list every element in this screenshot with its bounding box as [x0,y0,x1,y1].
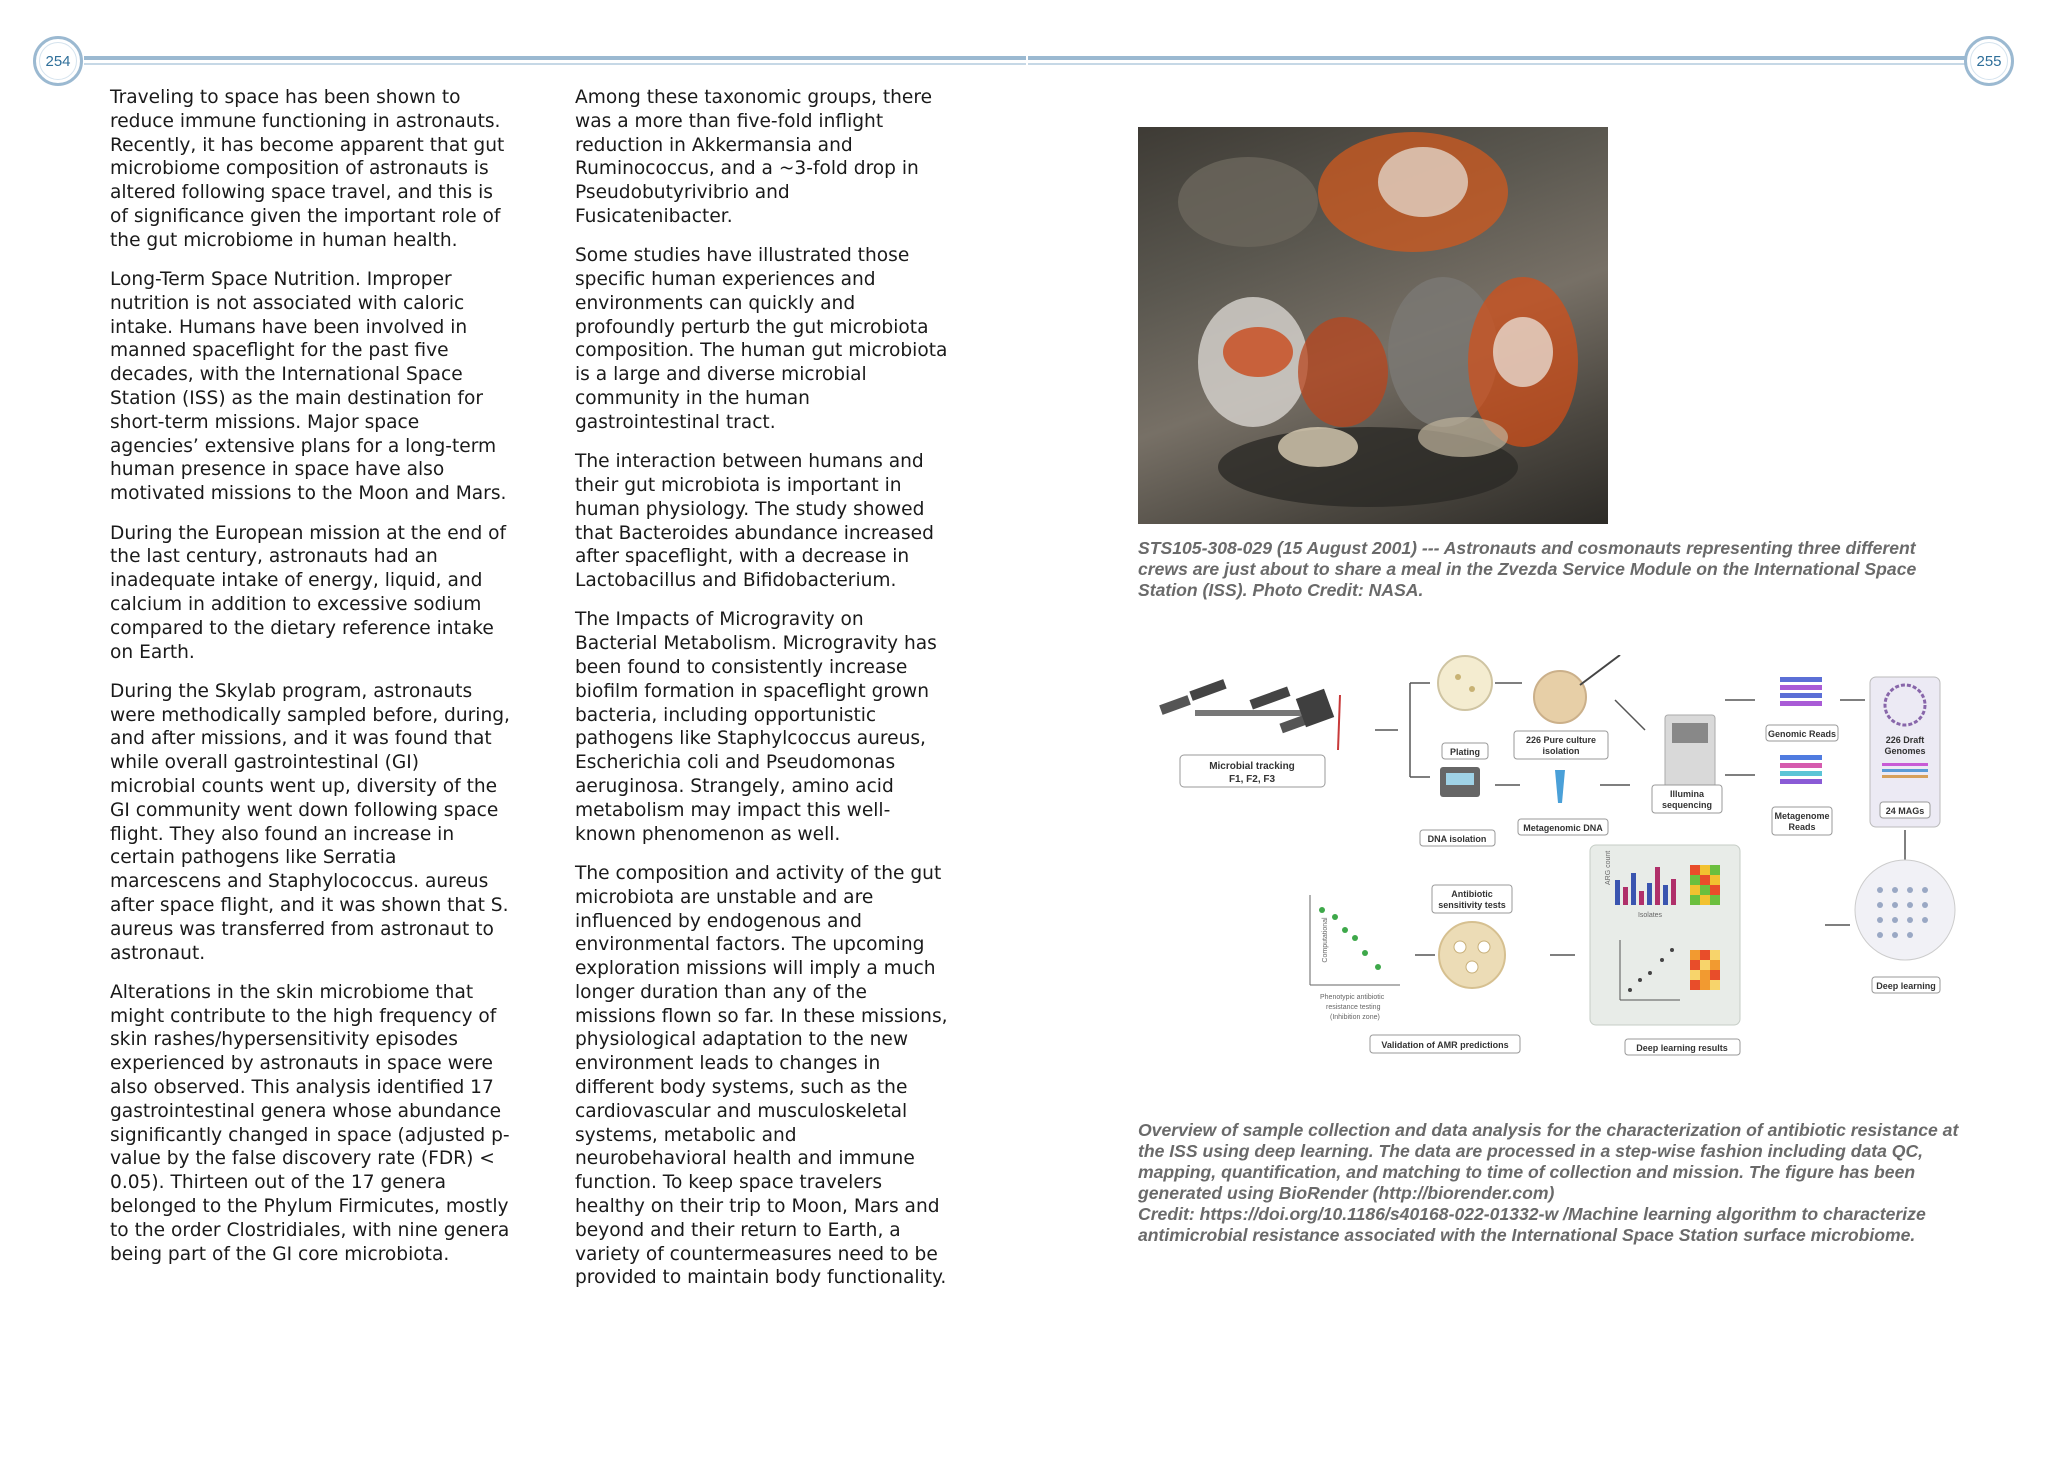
page-number-left: 254 [33,36,83,86]
paragraph: The composition and activity of the gut microbiota are unstable and are influenced by endogenous and environmental factors. The upcoming exploration missions will imply a much longer duration than any of the missions flown so far. In these missions, physiological adaptation to the new environment leads to changes in different body systems, such as the cardiovascular and musculoskeletal systems, metabolic and neurobehavioral health and immune function. To keep space travelers healthy on their trip to Moon, Mars and beyond and their return to Earth, a variety of countermeasures need to be provided to maintain body functionality. [575,862,948,1289]
heatmap-top [1690,865,1720,905]
paragraph: The Impacts of Microgravity on Bacterial Metabolism. Microgravity has been found to consistently increase biofilm formation in spaceflight grown bacteria, including opportunistic pathogens like Staphylcoccus aureus, Escherichia coli and Pseudomonas aeruginosa. Strangely, amino acid metabolism may impact this well-known phenomenon as well. [575,609,937,845]
label-flights: F1, F2, F3 [1228,774,1276,785]
label-antibiotic: Antibiotic [1451,889,1493,899]
label-genomes: Genomes [1884,746,1926,756]
label-genomic-reads: Genomic Reads [1767,729,1837,739]
metagenome-reads-icon [1780,755,1822,784]
label-reads: Reads [1788,822,1816,832]
page-number-right: 255 [1964,36,2014,86]
diagram-caption-credit: Credit: https://doi.org/10.1186/s40168-022-01332-w /Machine learning algorithm to characterize antimicrobial resistance associated with the International Space Station surface microbiome. [1138,1204,1926,1245]
astronauts-meal-photo [1138,127,1608,524]
label-metagenome: Metagenome [1774,811,1830,821]
label-arg-count: ARG count [1605,850,1612,885]
photo-caption-text: STS105-308-029 (15 August 2001) --- Astronauts and cosmonauts representing three different crews are just about to share a meal in the Zvezda Service Module on the International Space Station (ISS). Photo Credit: NASA. [1138,538,1917,600]
amr-workflow-diagram [1150,655,1960,1060]
paragraph: Traveling to space has been shown to reduce immune functioning in astronauts. Recently, it has become apparent that gut microbiome composition of astronauts is altered following space travel, and this is of significance given the important role of the gut microbiome in human health. [110,87,505,251]
paragraph: Some studies have illustrated those specific human experiences and environments can quickly and profoundly perturb the gut microbiota composition. The human gut microbiota is a large and diverse microbial community in the human gastrointestinal tract. [575,245,948,433]
paragraph: Long-Term Space Nutrition. Improper nutrition is not associated with caloric intake. Humans have been involved in manned spaceflight for the past five decades, with the International Space Station (ISS) as the main destination for short-term missions. Major space agencies’ extensive plans for a long-term human presence in space have also motivated missions to the Moon and Mars. [110,269,507,505]
label-isolates: Isolates [1637,912,1663,919]
label-dna-isolation: DNA isolation [1427,834,1487,844]
header-rule-left [84,56,1026,60]
header-rule-right [1028,56,1974,60]
header-rule-left-thin [84,63,1026,65]
label-metagenomic-dna: Metagenomic DNA [1523,823,1603,833]
paragraph: During the European mission at the end of the last century, astronauts had an inadequate intake of energy, liquid, and calcium in addition to excessive sodium compared to the dietary reference intake on Earth. [110,522,507,663]
label-deep-learning: Deep learning [1876,981,1936,991]
label-draft: 226 Draft [1885,735,1925,745]
paragraph: Among these taxonomic groups, there was a more than five-fold inflight reduction in Akkermansia and Ruminococcus, and a ~3-fold drop in Pseudobutyrivibrio and Fusicatenibacter. [575,87,933,227]
genomic-reads-icon [1780,677,1822,706]
diagram-caption [1138,1120,1968,1246]
label-resistance-testing: resistance testing [1326,1004,1381,1011]
label-sensitivity-tests: sensitivity tests [1438,900,1506,910]
label-sequencing: sequencing [1661,800,1713,810]
heatmap-bottom [1690,950,1720,990]
iss-icon [1159,679,1334,733]
label-computational: Computational [1322,917,1329,963]
label-phenotypic: Phenotypic antibiotic [1320,994,1385,1001]
label-plating: Plating [1449,747,1481,757]
label-pure-culture: 226 Pure culture [1525,735,1597,745]
label-isolation: isolation [1542,746,1580,756]
text-column-left [110,86,510,1282]
paragraph: The interaction between humans and their gut microbiota is important in human physiology. The study showed that Bacteroides abundance increased after spaceflight, with a decrease in Lactobacillus and Bifidobacterium. [575,451,934,592]
label-illumina: Illumina [1669,789,1705,799]
header-rule-right-thin [1028,63,1974,65]
label-inhibition-zone: (Inhibition zone) [1330,1014,1380,1021]
paragraph: Alterations in the skin microbiome that might contribute to the high frequency of skin rashes/hypersensitivity episodes experienced by astronauts in space were also observed. This analysis identified 17 gastrointestinal genera whose abundance significantly changed in space (adjusted p-value by the false discovery rate (FDR) < 0.05). Thirteen out of the 17 genera belonged to the Phylum Firmicutes, mostly to the order Clostridiales, with nine genera being part of the GI core microbiota. [110,981,510,1265]
paragraph: During the Skylab program, astronauts were methodically sampled before, during, and after missions, and it was found that while overall gastrointestinal (GI) microbial counts went up, diversity of the GI community went down following space flight. They also found an increase in certain pathogens like Serratia marcescens and Staphylococcus. aureus after space flight, and it was shown that S. aureus was transferred from astronaut to astronaut. [110,680,510,964]
label-mags: 24 MAGs [1885,806,1925,816]
label-microbial-tracking: Microbial tracking [1209,761,1295,772]
label-deep-learning-results: Deep learning results [1636,1043,1728,1053]
diagram-caption-line: Overview of sample collection and data analysis for the characterization of antibiotic resistance at the ISS using deep learning. The data are processed in a step-wise fashion including data QC, mapping, quantification, and matching to time of collection and mission. The figure has been generated using BioRender (http://biorender.com) [1138,1120,1959,1203]
text-column-right [575,86,950,1306]
photo-caption [1138,538,1968,601]
label-validation: Validation of AMR predictions [1381,1040,1509,1050]
